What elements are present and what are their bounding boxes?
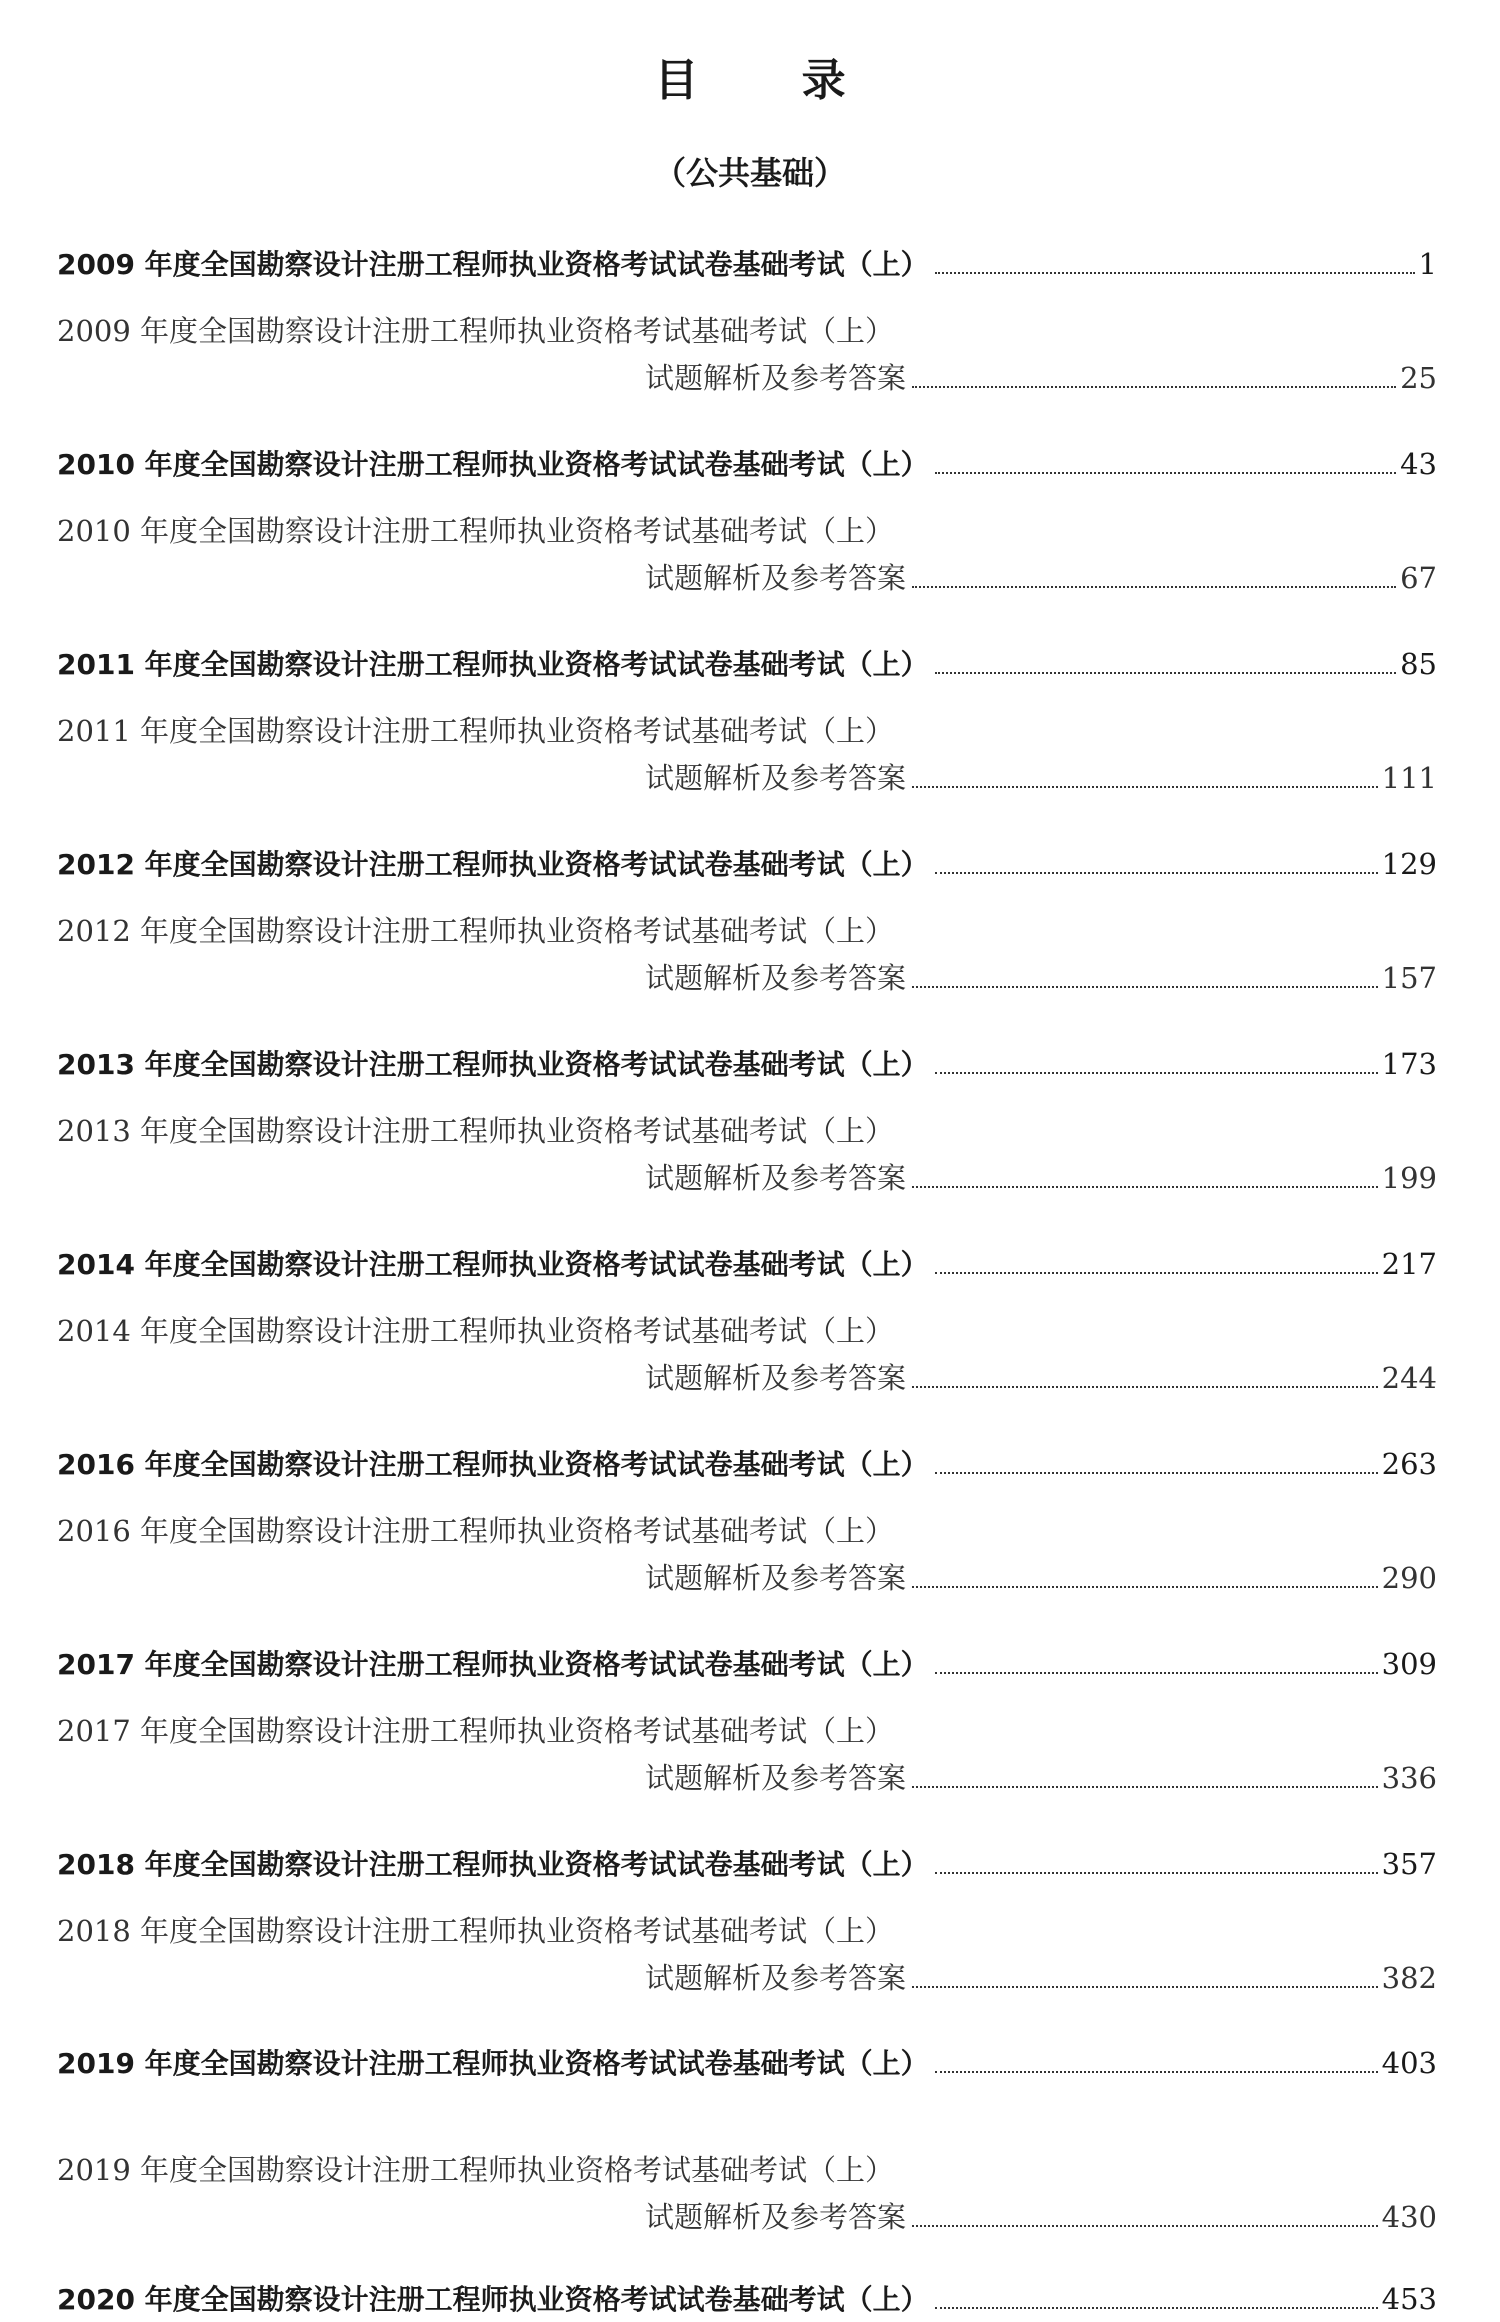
toc-entry-answer[interactable] — [645, 1760, 1437, 1796]
toc-entry-paper[interactable] — [57, 246, 1437, 283]
toc-entry-answer[interactable] — [645, 360, 1437, 396]
toc-entry-sublabel: 试题解析及参考答案 — [645, 1161, 907, 1195]
toc-page-number: 199 — [1381, 1161, 1437, 1195]
toc-entry-answer[interactable] — [645, 960, 1437, 996]
toc-page-number: 357 — [1381, 1847, 1437, 1881]
toc-page-number: 263 — [1381, 1447, 1437, 1481]
toc-entry-sublabel: 试题解析及参考答案 — [645, 361, 907, 395]
toc-entry-sublabel: 试题解析及参考答案 — [645, 761, 907, 795]
toc-entry-answer-title[interactable] — [57, 1513, 1437, 1549]
toc-leader — [935, 2307, 1378, 2309]
toc-entry-title: 2017 年度全国勘察设计注册工程师执业资格考试基础考试（上） — [57, 1714, 895, 1748]
toc-entry-title: 2013 年度全国勘察设计注册工程师执业资格考试试卷基础考试（上） — [57, 1048, 929, 1081]
toc-entry-title: 2018 年度全国勘察设计注册工程师执业资格考试基础考试（上） — [57, 1914, 895, 1948]
toc-page-number: 67 — [1400, 561, 1437, 595]
toc-page-number: 173 — [1381, 1047, 1437, 1081]
toc-page-number: 309 — [1381, 1647, 1437, 1681]
toc-page-number: 382 — [1381, 1961, 1437, 1995]
toc-entry-answer-title[interactable] — [57, 1313, 1437, 1349]
toc-entry-answer[interactable] — [645, 560, 1437, 596]
toc-entry-title: 2012 年度全国勘察设计注册工程师执业资格考试试卷基础考试（上） — [57, 848, 929, 881]
toc-entry-title: 2010 年度全国勘察设计注册工程师执业资格考试试卷基础考试（上） — [57, 448, 929, 481]
toc-page-number: 336 — [1381, 1761, 1437, 1795]
toc-leader — [912, 1186, 1378, 1188]
toc-entry-paper[interactable] — [57, 1246, 1437, 1283]
toc-leader — [912, 1786, 1378, 1788]
toc-entry-paper[interactable] — [57, 646, 1437, 683]
toc-entry-sublabel: 试题解析及参考答案 — [645, 961, 907, 995]
toc-leader — [912, 1586, 1378, 1588]
toc-page-number: 43 — [1400, 447, 1437, 481]
toc-entry-sublabel: 试题解析及参考答案 — [645, 561, 907, 595]
toc-entry-title: 2018 年度全国勘察设计注册工程师执业资格考试试卷基础考试（上） — [57, 1848, 929, 1881]
section-title: （公共基础） — [653, 154, 846, 192]
toc-entry-title: 2012 年度全国勘察设计注册工程师执业资格考试基础考试（上） — [57, 914, 895, 948]
toc-leader — [912, 1386, 1378, 1388]
toc-page-number: 217 — [1381, 1247, 1437, 1281]
toc-leader — [935, 1872, 1378, 1874]
toc-entry-title: 2016 年度全国勘察设计注册工程师执业资格考试试卷基础考试（上） — [57, 1448, 929, 1481]
toc-leader — [935, 2071, 1378, 2073]
toc-entry-title: 2014 年度全国勘察设计注册工程师执业资格考试试卷基础考试（上） — [57, 1248, 929, 1281]
toc-entry-answer-title[interactable] — [57, 313, 1437, 349]
toc-leader — [912, 2225, 1378, 2227]
toc-entry-title: 2011 年度全国勘察设计注册工程师执业资格考试基础考试（上） — [57, 714, 895, 748]
toc-leader — [935, 1472, 1378, 1474]
toc-entry-answer[interactable] — [645, 2199, 1437, 2235]
toc-entry-answer[interactable] — [645, 1960, 1437, 1996]
toc-entry-paper[interactable] — [57, 2045, 1437, 2082]
page-title: 目 录 — [654, 55, 890, 106]
toc-page-number: 290 — [1381, 1561, 1437, 1595]
toc-leader — [935, 472, 1396, 474]
toc-entry-paper[interactable] — [57, 1046, 1437, 1083]
toc-page-number: 403 — [1381, 2046, 1437, 2080]
toc-leader — [912, 586, 1396, 588]
toc-page-number: 25 — [1400, 361, 1437, 395]
toc-entry-sublabel: 试题解析及参考答案 — [645, 1561, 907, 1595]
toc-leader — [935, 272, 1415, 274]
toc-entry-title: 2016 年度全国勘察设计注册工程师执业资格考试基础考试（上） — [57, 1514, 895, 1548]
toc-entry-paper[interactable] — [57, 846, 1437, 883]
toc-page-number: 430 — [1381, 2200, 1437, 2234]
toc-entry-answer-title[interactable] — [57, 713, 1437, 749]
toc-page-number: 111 — [1381, 761, 1437, 795]
toc-entry-title: 2017 年度全国勘察设计注册工程师执业资格考试试卷基础考试（上） — [57, 1648, 929, 1681]
toc-entry-answer-title[interactable] — [57, 2152, 1437, 2188]
toc-entry-answer[interactable] — [645, 1160, 1437, 1196]
toc-entry-sublabel: 试题解析及参考答案 — [645, 1361, 907, 1395]
toc-entry-title: 2009 年度全国勘察设计注册工程师执业资格考试试卷基础考试（上） — [57, 248, 929, 281]
toc-entry-title: 2010 年度全国勘察设计注册工程师执业资格考试基础考试（上） — [57, 514, 895, 548]
toc-leader — [912, 786, 1378, 788]
toc-entry-title: 2011 年度全国勘察设计注册工程师执业资格考试试卷基础考试（上） — [57, 648, 929, 681]
toc-entry-sublabel: 试题解析及参考答案 — [645, 1761, 907, 1795]
toc-entry-paper[interactable] — [57, 446, 1437, 483]
toc-entry-answer[interactable] — [645, 1560, 1437, 1596]
toc-entry-title: 2019 年度全国勘察设计注册工程师执业资格考试基础考试（上） — [57, 2153, 895, 2187]
toc-entry-title: 2013 年度全国勘察设计注册工程师执业资格考试基础考试（上） — [57, 1114, 895, 1148]
toc-page-number: 157 — [1381, 961, 1437, 995]
toc-entry-answer-title[interactable] — [57, 913, 1437, 949]
toc-entry-title: 2020 年度全国勘察设计注册工程师执业资格考试试卷基础考试（上） — [57, 2283, 929, 2316]
toc-leader — [912, 986, 1378, 988]
toc-leader — [935, 672, 1396, 674]
toc-entry-answer[interactable] — [645, 760, 1437, 796]
toc-entry-title: 2009 年度全国勘察设计注册工程师执业资格考试基础考试（上） — [57, 314, 895, 348]
toc-leader — [935, 1672, 1378, 1674]
toc-entry-title: 2014 年度全国勘察设计注册工程师执业资格考试基础考试（上） — [57, 1314, 895, 1348]
toc-leader — [935, 1272, 1378, 1274]
toc-entry-paper[interactable] — [57, 1446, 1437, 1483]
toc-entry-sublabel: 试题解析及参考答案 — [645, 2200, 907, 2234]
toc-entry-answer-title[interactable] — [57, 1113, 1437, 1149]
toc-page-number: 129 — [1381, 847, 1437, 881]
toc-page-number: 453 — [1381, 2282, 1437, 2316]
toc-entry-paper[interactable] — [57, 2281, 1437, 2318]
toc-entry-answer-title[interactable] — [57, 1713, 1437, 1749]
toc-entry-paper[interactable] — [57, 1646, 1437, 1683]
toc-page-number: 244 — [1381, 1361, 1437, 1395]
toc-entry-answer[interactable] — [645, 1360, 1437, 1396]
toc-page-number: 1 — [1418, 247, 1437, 281]
toc-entry-title: 2019 年度全国勘察设计注册工程师执业资格考试试卷基础考试（上） — [57, 2047, 929, 2080]
toc-leader — [935, 1072, 1378, 1074]
toc-entry-paper[interactable] — [57, 1846, 1437, 1883]
toc-page-number: 85 — [1400, 647, 1437, 681]
toc-entry-answer-title[interactable] — [57, 1913, 1437, 1949]
toc-leader — [912, 1986, 1378, 1988]
toc-leader — [912, 386, 1396, 388]
toc-leader — [935, 872, 1378, 874]
toc-entry-answer-title[interactable] — [57, 513, 1437, 549]
toc-entry-sublabel: 试题解析及参考答案 — [645, 1961, 907, 1995]
